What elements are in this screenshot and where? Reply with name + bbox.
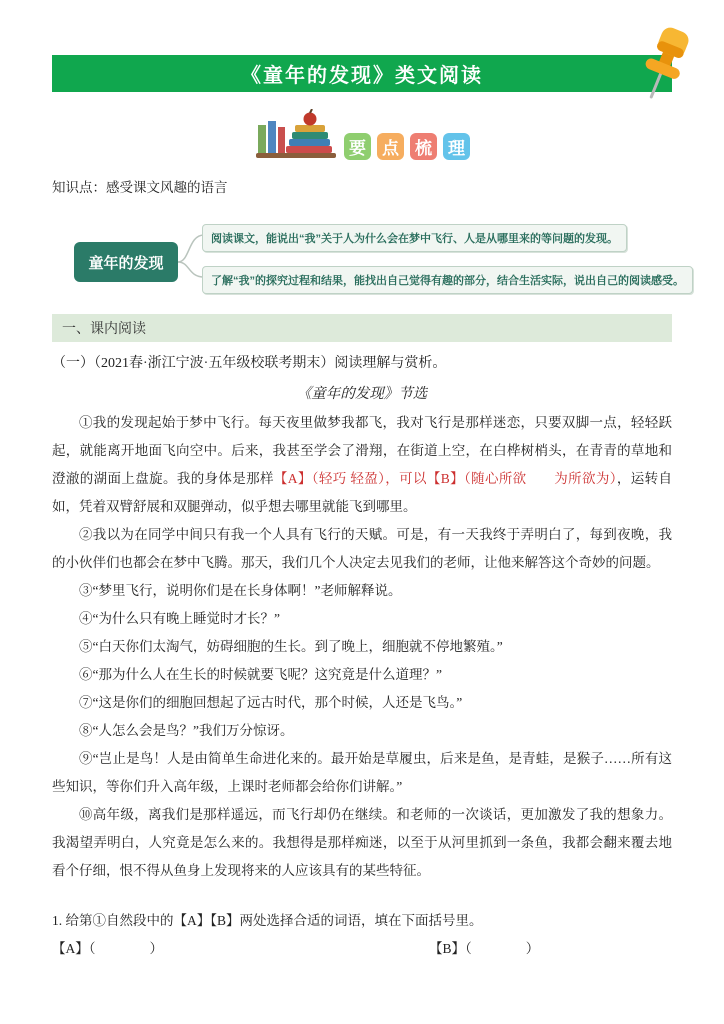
answer-blank-a[interactable]: 【A】（ ） [52, 941, 163, 956]
summary-badges [344, 133, 470, 160]
summary-header [52, 114, 672, 166]
paragraph-1 [52, 409, 672, 521]
mindmap-root-node: 童年的发现 [74, 242, 178, 282]
question-1: 1. 给第①自然段中的【A】【B】两处选择合适的词语，填在下面括号里。 [52, 913, 483, 928]
answer-blank-b[interactable]: 【B】（ ） [429, 941, 540, 956]
paragraph-5: ⑤“白天你们太淘气，妨碍细胞的生长。到了晚上，细胞就不停地繁殖。” [79, 639, 503, 654]
mindmap-branch-1: 阅读课文，能说出“我”关于人为什么会在梦中飞行、人是从哪里来的等问题的发现。 [202, 224, 627, 252]
badge-shu: 梳 [410, 133, 437, 160]
paragraph-1-choice-words: 【A】（轻巧 轻盈），可以【B】（随心所欲 为所欲为） [273, 471, 617, 486]
question-1-answer-blanks [52, 937, 672, 957]
passage-title: 《童年的发现》节选 [296, 386, 428, 402]
paragraph-2: ②我以为在同学中间只有我一个人具有飞行的天赋。可是，有一天我终于弄明白了，每到夜晚，我的小伙伴们也都会在梦中飞腾。那天，我们几个人决定去见我们的老师，让他来解答这个奇妙的问题。 [52, 527, 672, 570]
paragraph-4: ④“为什么只有晚上睡觉时才长？” [79, 611, 280, 626]
exam-source-line: （一）（2021春·浙江宁波·五年级校联考期末）阅读理解与赏析。 [52, 356, 447, 371]
bookshelf-icon [254, 109, 338, 166]
passage-body [52, 409, 672, 885]
page-title-text: 《童年的发现》类文阅读 [241, 65, 483, 87]
page-title [52, 55, 672, 92]
paragraph-6: ⑥“那为什么人在生长的时候就要飞呢？这究竟是什么道理？” [79, 667, 442, 682]
badge-dian: 点 [377, 133, 404, 160]
section-heading: 一、课内阅读 [52, 314, 672, 342]
paragraph-7: ⑦“这是你们的细胞回想起了远古时代，那个时候，人还是飞鸟。” [79, 695, 463, 710]
knowledge-point: 知识点：感受课文风趣的语言 [52, 180, 228, 195]
pushpin-icon [636, 24, 698, 111]
badge-yao: 要 [344, 133, 371, 160]
paragraph-1-text: ①我的发现起始于梦中飞行。每天夜里做梦我都飞，我对飞行是那样迷恋，只要双脚一点，轻轻跃起，就能离开地面飞向空中。后来，我甚至学会了滑翔，在街道上空，在白桦树梢头，在青青的草地和澄澈的湖面上盘旋。我的身体是那样 [52, 415, 672, 486]
paragraph-10: ⑩高年级，离我们是那样遥远，而飞行却仍在继续。和老师的一次谈话，更加激发了我的想象力。我渴望弄明白，人究竟是怎么来的。我想得是那样痴迷，以至于从河里抓到一条鱼，我都会翻来覆去地看个仔细，恨不得从鱼身上发现将来的人应该具有的某些特征。 [52, 807, 672, 878]
mindmap-branch-2: 了解“我”的探究过程和结果，能找出自己觉得有趣的部分，结合生活实际，说出自己的阅读感受。 [202, 266, 693, 294]
badge-li: 理 [443, 133, 470, 160]
paragraph-8: ⑧“人怎么会是鸟？”我们万分惊讶。 [79, 723, 294, 738]
mindmap [52, 210, 684, 306]
paragraph-9: ⑨“岂止是鸟！人是由简单生命进化来的。最开始是草履虫，后来是鱼，是青蛙，是猴子……所有这些知识，等你们升入高年级，上课时老师都会给你们讲解。” [52, 751, 672, 794]
paragraph-1-text-end: ，运转自如，凭着双臂舒展和双腿弹动，似乎想去哪里就能飞到哪里。 [52, 471, 673, 514]
paragraph-3: ③“梦里飞行，说明你们是在长身体啊！”老师解释说。 [79, 583, 402, 598]
